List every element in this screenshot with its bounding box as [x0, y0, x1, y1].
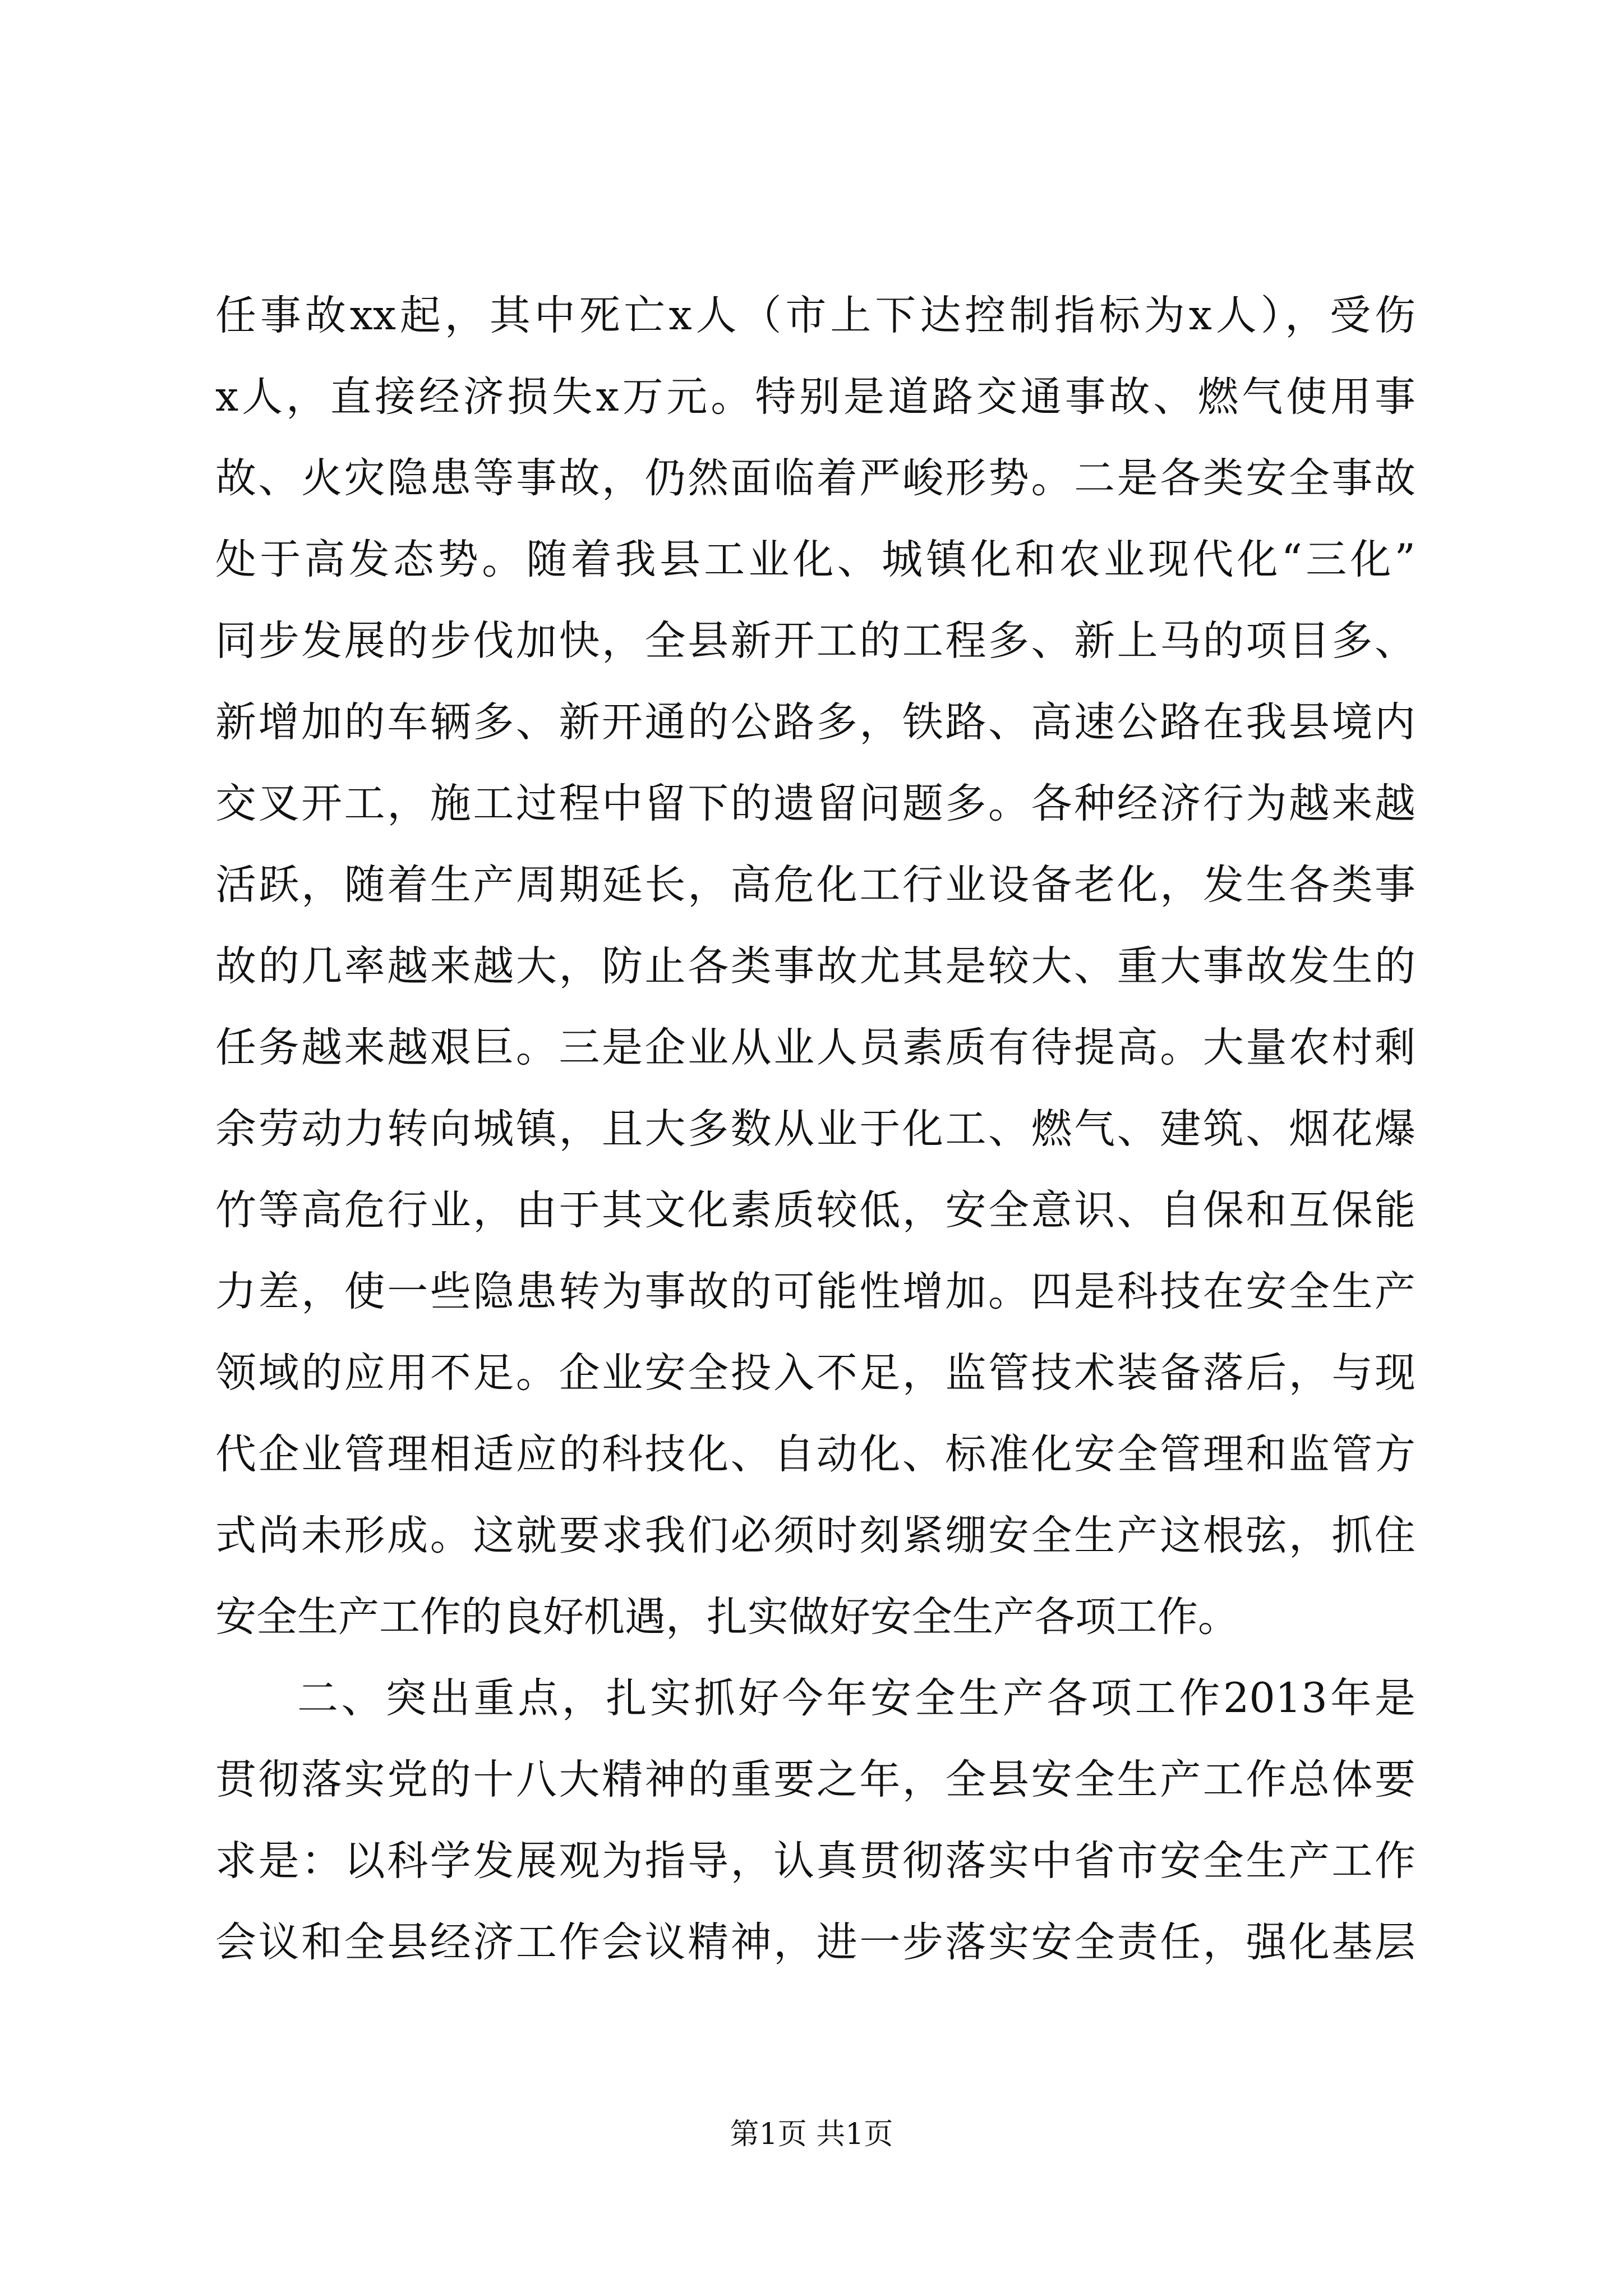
text-line: 会议和全县经济工作会议精神，进一步落实安全责任，强化基层 — [215, 1918, 1415, 1966]
text-line: 竹等高危行业，由于其文化素质较低，安全意识、自保和互保能 — [215, 1186, 1415, 1234]
text-line: 代企业管理相适应的科技化、自动化、标准化安全管理和监管方 — [215, 1430, 1415, 1478]
text-line: 任事故xx起，其中死亡x人（市上下达控制指标为x人），受伤 — [215, 292, 1415, 339]
body-text — [215, 275, 1415, 1983]
text-line: 力差，使一些隐患转为事故的可能性增加。四是科技在安全生产 — [215, 1268, 1415, 1315]
page-number-footer: 第1页 共1页 — [730, 2118, 893, 2151]
text-line: 故的几率越来越大，防止各类事故尤其是较大、重大事故发生的 — [215, 942, 1415, 990]
text-line: x人，直接经济损失x万元。特别是道路交通事故、燃气使用事 — [215, 373, 1415, 421]
text-line: 交叉开工，施工过程中留下的遗留问题多。各种经济行为越来越 — [215, 780, 1415, 827]
text-line: 余劳动力转向城镇，且大多数从业于化工、燃气、建筑、烟花爆 — [215, 1105, 1415, 1153]
paragraph-end-line: 安全生产工作的良好机遇，扎实做好安全生产各项工作。 — [215, 1593, 1239, 1641]
text-line: 求是：以科学发展观为指导，认真贯彻落实中省市安全生产工作 — [215, 1837, 1415, 1885]
text-line: 任务越来越艰巨。三是企业从业人员素质有待提高。大量农村剩 — [215, 1024, 1415, 1071]
text-line: 处于高发态势。随着我县工业化、城镇化和农业现代化“三化” — [215, 536, 1415, 583]
text-line: 贯彻落实党的十八大精神的重要之年，全县安全生产工作总体要 — [215, 1756, 1415, 1803]
section-heading-line: 二、突出重点，扎实抓好今年安全生产各项工作2013年是 — [297, 1674, 1415, 1722]
text-line: 式尚未形成。这就要求我们必须时刻紧绷安全生产这根弦，抓住 — [215, 1512, 1415, 1559]
text-line: 故、火灾隐患等事故，仍然面临着严峻形势。二是各类安全事故 — [215, 454, 1415, 502]
text-line: 活跃，随着生产周期延长，高危化工行业设备老化，发生各类事 — [215, 861, 1415, 909]
text-line: 领域的应用不足。企业安全投入不足，监管技术装备落后，与现 — [215, 1349, 1415, 1397]
text-line: 同步发展的步伐加快，全县新开工的工程多、新上马的项目多、 — [215, 617, 1415, 665]
text-line: 新增加的车辆多、新开通的公路多，铁路、高速公路在我县境内 — [215, 698, 1415, 746]
